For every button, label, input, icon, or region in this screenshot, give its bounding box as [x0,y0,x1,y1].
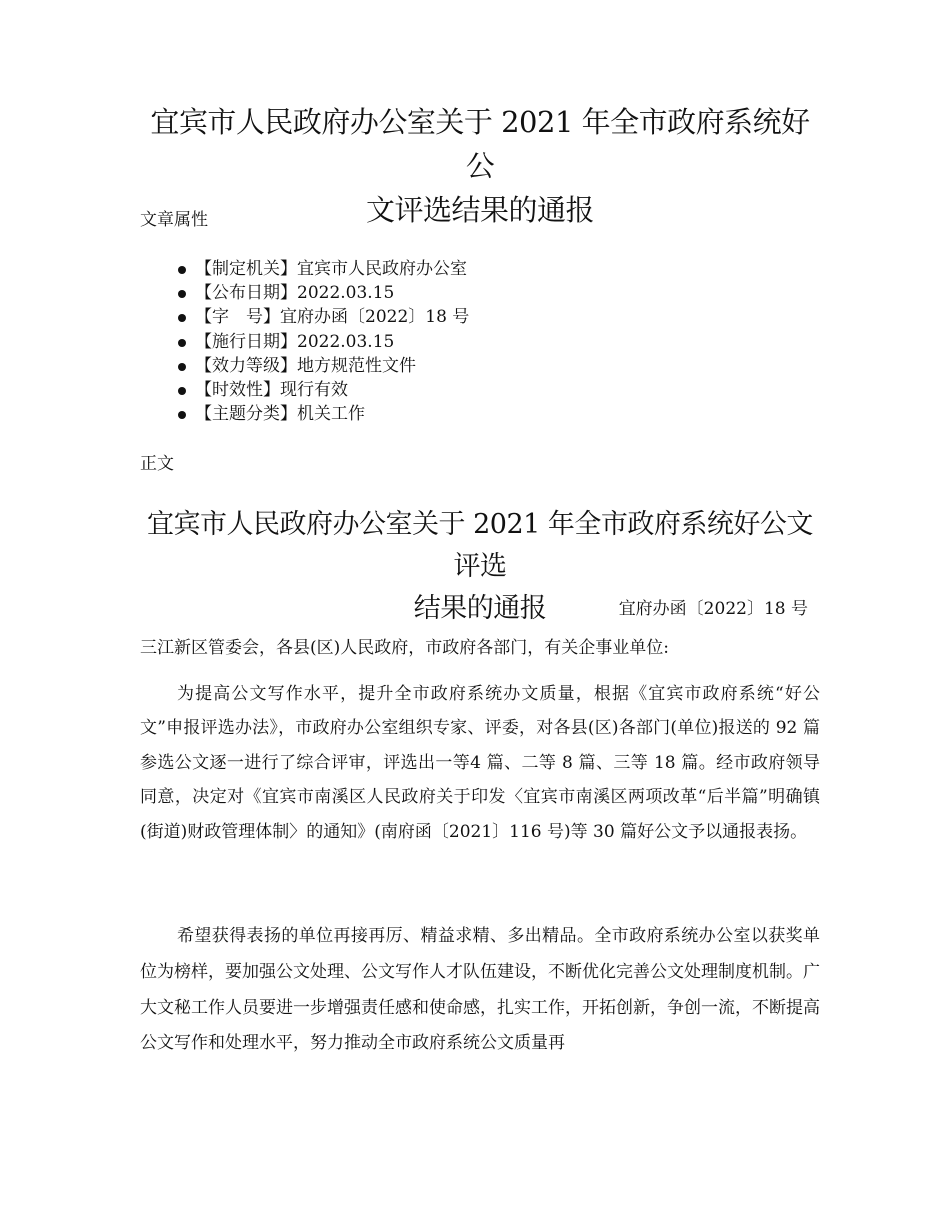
bullet-icon [178,290,186,298]
document-title [140,100,820,232]
attribute-label: 【施行日期】2022.03.15 [195,331,395,352]
attribute-item [140,354,416,378]
body-title-line2: 结果的通报 [413,593,547,624]
body-paragraph-1: 为提高公文写作水平，提升全市政府系统办文质量，根据《宜宾市政府系统“好公文”申报评选办法》，市政府办公室组织专家、评委，对各县(区)各部门(单位)报送的 92 篇参选公文逐一进行了综合评审，评选出一等4 篇、二等 8 篇、三等 18 篇。经市政府领导同意，决定对《宜宾市南溪区人民政府关于印发〈宜宾市南溪区两项改革“后半篇”明确镇(街道)财政管理体制〉的通知》(南府函〔2021〕116 号)等 30 篇好公文予以通报表扬。 [140,684,820,842]
attributes-heading: 文章属性 [140,210,208,230]
attribute-label: 【时效性】现行有效 [195,379,348,400]
body-heading: 正文 [140,454,174,474]
attribute-item [140,257,467,281]
attribute-label: 【公布日期】2022.03.15 [195,283,395,304]
bullet-icon [178,314,186,322]
document-title-line1: 宜宾市人民政府办公室关于 2021 年全市政府系统好公 [150,105,810,183]
document-number: 宜府办函〔2022〕18 号 [618,599,808,619]
attribute-item [140,305,470,329]
document-title-line2: 文评选结果的通报 [365,193,594,227]
body-paragraph-2: 希望获得表扬的单位再接再厉、精益求精、多出精品。全市政府系统办公室以获奖单位为榜样，要加强公文处理、公文写作人才队伍建设，不断优化完善公文处理制度机制。广大文秘工作人员要进一步增强责任感和使命感，扎实工作，开拓创新，争创一流，不断提高公文写作和处理水平，努力推动全市政府系统公文质量再 [140,926,820,1054]
attribute-label: 【效力等级】地方规范性文件 [195,355,416,376]
attributes-list [140,257,470,426]
attribute-label: 【主题分类】机关工作 [195,404,365,425]
bullet-icon [178,387,186,395]
body-title-line1: 宜宾市人民政府办公室关于 2021 年全市政府系统好公文评选 [147,509,813,582]
attribute-label: 【制定机关】宜宾市人民政府办公室 [195,259,467,279]
bullet-icon [178,339,186,347]
bullet-icon [178,266,186,274]
attribute-item [140,330,395,354]
attribute-item [140,378,348,402]
attribute-label: 【字 号】宜府办函〔2022〕18 号 [195,307,470,328]
attribute-item [140,281,395,305]
bullet-icon [178,411,186,419]
attribute-item [140,402,365,426]
bullet-icon [178,363,186,371]
recipients-line: 三江新区管委会，各县(区)人民政府，市政府各部门，有关企事业单位: [140,638,669,658]
